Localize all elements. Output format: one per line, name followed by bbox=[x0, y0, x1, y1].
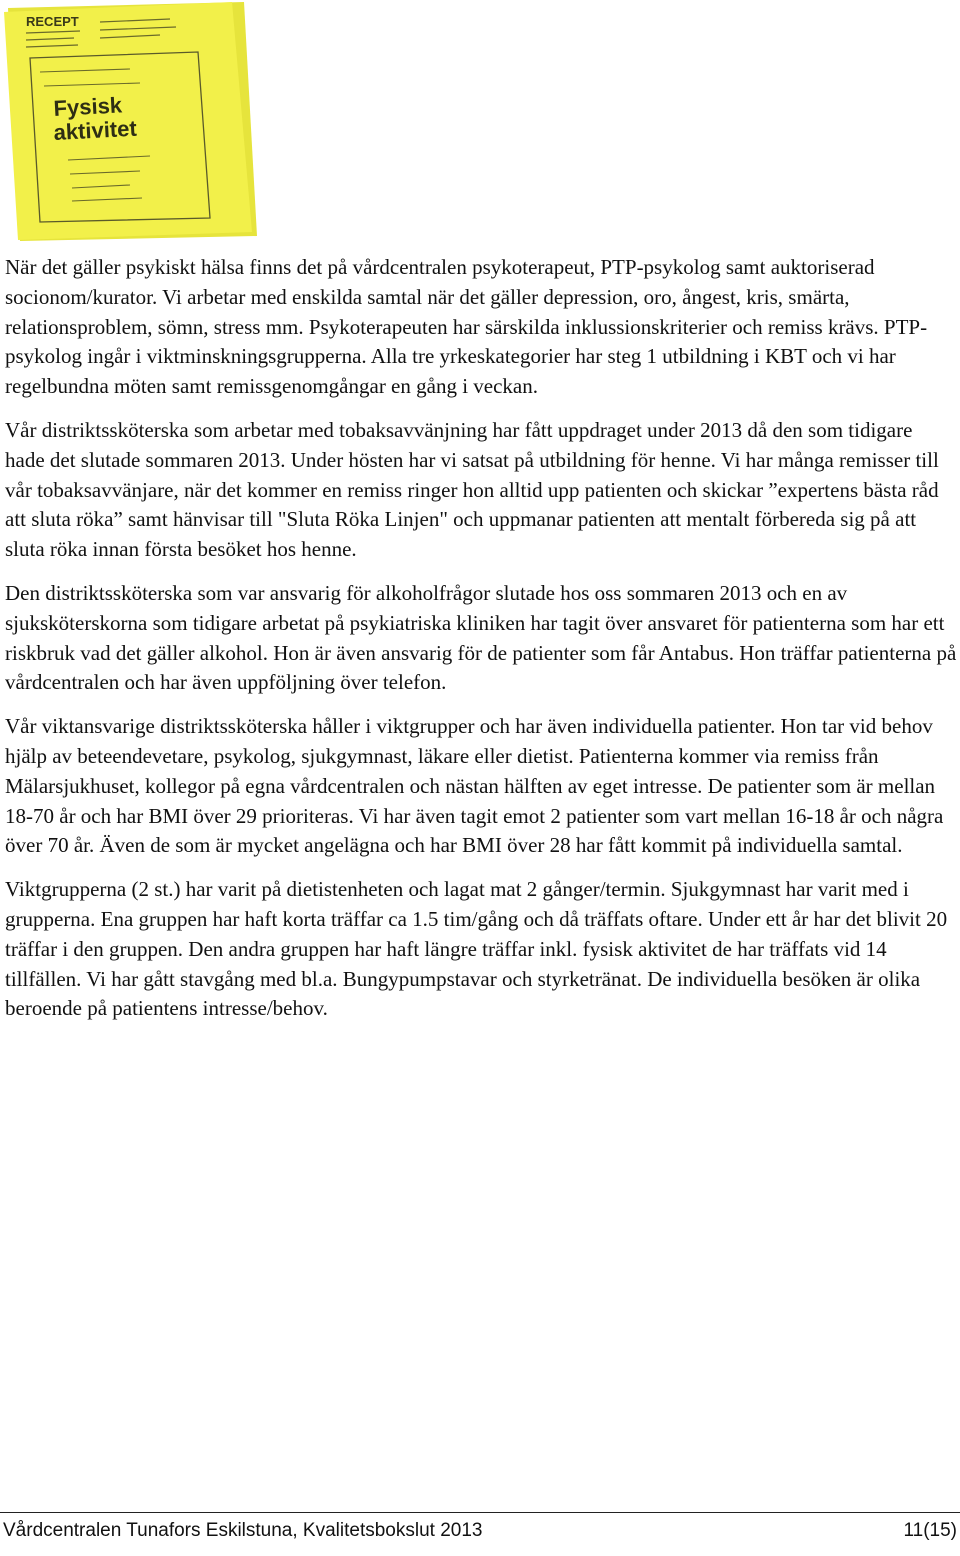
page-number: 11(15) bbox=[903, 1520, 957, 1541]
prescription-pad-illustration bbox=[0, 0, 262, 242]
footer-title: Vårdcentralen Tunafors Eskilstuna, Kvalitetsbokslut 2013 bbox=[3, 1520, 483, 1541]
footer-divider bbox=[0, 1512, 960, 1513]
recept-header: RECEPT bbox=[26, 14, 79, 29]
recept-big-line1: Fysisk bbox=[52, 92, 123, 121]
page-footer bbox=[3, 1520, 957, 1550]
recept-image bbox=[0, 0, 262, 242]
paragraph-viktansvarig: Vår viktansvarige distriktssköterska håller i viktgrupper och har även individuella patienter. Hon tar vid behov hjälp av beteendevetare, psykolog, sjukgymnast, läkare eller dietist. Patienterna kommer via remiss från Mälarsjukhuset, kollegor på egna vårdcentralen och nästan hälften av eget intresse. De patienter som är mellan 18-70 år och har BMI över 29 prioriteras. Vi har även tagit emot 2 patienter som vart mellan 16-18 år och några över 70 år. Även de som är mycket angelägna och har BMI över 28 har fått kommit på individuella samtal. bbox=[5, 714, 944, 858]
paragraph-alkohol: Den distriktssköterska som var ansvarig för alkoholfrågor slutade hos oss sommaren 2013 och en av sjuksköterskorna som tidigare arbetat på psykiatriska kliniken har tagit över ansvaret för patienterna som har ett riskbruk vad det gäller alkohol. Hon är även ansvarig för de patienter som får Antabus. Hon träffar patienterna på vårdcentralen och har även uppföljning över telefon. bbox=[5, 580, 957, 695]
document-body bbox=[5, 253, 957, 1038]
paragraph-viktgrupper: Viktgrupperna (2 st.) har varit på dietistenheten och lagat mat 2 gånger/termin. Sjukgymnast har varit med i grupperna. Ena gruppen har haft korta träffar ca 1.5 tim/gång och då träffats oftare. Under ett år har det blivit 20 träffar i den gruppen. Den andra gruppen har haft längre träffar inkl. fysisk aktivitet de har träffats vid 14 tillfällen. Vi har gått stavgång med bl.a. Bungypumpstavar och styrketränat. De individuella besöken är olika beroende på patientens intresse/behov. bbox=[5, 877, 948, 1021]
paragraph-psykisk-halsa: När det gäller psykiskt hälsa finns det på vårdcentralen psykoterapeut, PTP-psykolog samt auktoriserad socionom/kurator. Vi arbetar med enskilda samtal när det gäller depression, oro, ångest, kris, smärta, relationsproblem, sömn, stress mm. Psykoterapeuten har särskilda inklussionskriterier och remiss krävs. PTP-psykolog ingår i viktminskningsgrupperna. Alla tre yrkeskategorier har steg 1 utbildning i KBT och vi har regelbundna möten samt remissgenomgångar en gång i veckan. bbox=[5, 255, 928, 399]
paragraph-tobaksavvanjning: Vår distriktssköterska som arbetar med tobaksavvänjning har fått uppdraget under 2013 då den som tidigare hade det slutade sommaren 2013. Under hösten har vi satsat på utbildning för henne. Vi har många remisser till vår tobaksavvänjare, när det kommer en remiss ringer hon alltid upp patienten och skickar ”expertens bästa råd att sluta röka” samt hänvisar till "Sluta Röka Linjen" och uppmanar patienten att mentalt förbereda sig på att sluta röka innan första besöket hos henne. bbox=[5, 417, 939, 562]
recept-big-line2: aktivitet bbox=[52, 115, 138, 145]
